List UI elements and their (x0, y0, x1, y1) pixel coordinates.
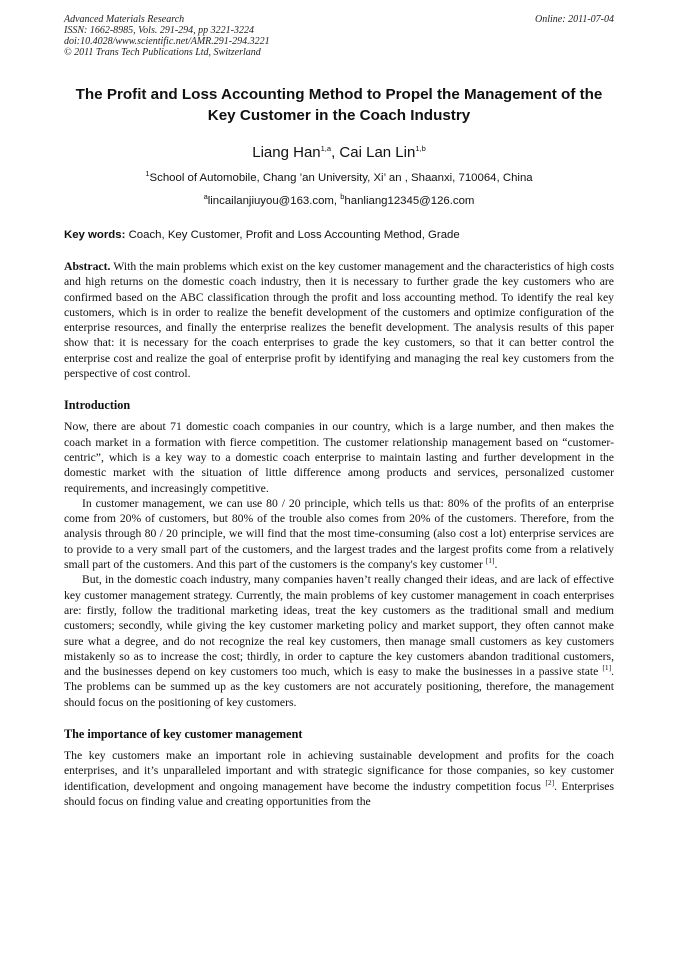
abstract-text: With the main problems which exist on the key customer management and the characteristics of high costs and high returns on the domestic coach industry, then it is necessary to further grade the key customers who are confirmed based on the ABC classification through the profit and loss accounting method. To identify the real key customers, which is in order to realize the benefit development of the customers and optimize configuration of the enterprise resources, and finally the enterprise realizes the benefit development. The analysis results of this paper show that: it is necessary for the coach enterprises to grade the key customers, so that it can better control the enterprise cost and realize the goal of enterprise profit by identifying and managing the real key customers from the perspective of cost control. (64, 260, 614, 381)
intro-p2-text: In customer management, we can use 80 / 20 principle, which tells us that: 80% of the profits of an enterprise come from 20% of customers, but 80% of the trouble also comes from 20% of the customers. Therefore, from the analysis through 80 / 20 principle, we will find that the most time-consuming (also cost a lot) enterprise services are to provide to a very small part of the customers, and the largest trades and the largest profits come from a relatively small part of the customers. And this part of the customers is the company's key customer (64, 496, 614, 572)
affiliation-sup: 1 (145, 169, 150, 179)
copyright-line: © 2011 Trans Tech Publications Ltd, Switzerland (64, 47, 261, 58)
author-2-sup: 1,b (415, 144, 426, 153)
citation: [1] (485, 556, 495, 566)
citation: [2] (545, 777, 555, 787)
importance-p1-text-a: The key customers make an important role in achieving sustainable development and profits for the coach enterprises, and it’s unparalleled important and with strategic significance for those companies, so key customer identification, development and ongoing management have become the industry competition focus (64, 749, 614, 793)
citation: [1] (602, 663, 612, 673)
email-line (64, 194, 614, 209)
affiliation-text: School of Automobile, Chang ’an University, Xi’ an , Shaanxi, 710064, China (149, 172, 533, 184)
importance-p1-text-b: . Enterprises should focus on finding value and creating opportunities from the (64, 779, 615, 808)
issn-line: ISSN: 1662-8985, Vols. 291-294, pp 3221-3224 (64, 25, 254, 36)
keywords (64, 228, 614, 243)
intro-paragraph-2 (64, 496, 614, 572)
importance-heading: The importance of key customer management (64, 727, 303, 742)
introduction-heading: Introduction (64, 398, 131, 413)
email-b-sup: b (340, 192, 345, 202)
journal-header (64, 14, 614, 58)
abstract (64, 259, 614, 381)
intro-p2-end: . (494, 558, 498, 572)
journal-name: Advanced Materials Research (64, 14, 185, 25)
author-2-name: Cai Lan Lin (339, 144, 416, 161)
intro-paragraph-1: Now, there are about 71 domestic coach companies in our country, which is a large number, and then makes the coach market in a formation with fierce competition. The customer relationship management based on “customer-centric”, which is a key way to a domestic coach enterprise to maintain lasting and further development in the domestic market with the situation of little difference among products and services, personalized customer requirements, and increasingly competitive. (64, 420, 614, 495)
keywords-text: Coach, Key Customer, Profit and Loss Accounting Method, Grade (125, 229, 460, 241)
importance-section (64, 748, 614, 809)
keywords-label: Key words: (64, 229, 126, 241)
author-separator: , (331, 144, 340, 161)
author-line (64, 143, 614, 163)
intro-p3-text-a: But, in the domestic coach industry, many companies haven’t really changed their ideas, and are lack of effective key customer management strategy. Currently, the main problems of key customer management in coach enterprises are: firstly, follow the traditional marketing ideas, treat the key customers as the traditional small and medium customers; secondly, while giving the key customer marketing policy and market support, they often cannot make sure what a degree, and do not recognize the real key customers, then manage small customers as key customers mistakenly so as to increase the cost; thirdly, in order to capture the key customers abandon traditional customers, and the businesses depend on key customers too much, which is easy to make the businesses in a passive state (64, 573, 614, 679)
doi-line: doi:10.4028/www.scientific.net/AMR.291-294.3221 (64, 36, 270, 47)
paper-title: The Profit and Loss Accounting Method to Propel the Management of the Key Customer in the Coach Industry (75, 86, 603, 124)
email-a: lincailanjiuyou@163.com, (207, 195, 341, 207)
intro-p3-text-b: . The problems can be summed up as the key customers are not accurately positioning, therefore, the management should focus on the positioning of key customers. (64, 665, 614, 709)
introduction-section (64, 419, 614, 710)
affiliation (64, 171, 614, 186)
author-1-sup: 1,a (320, 144, 332, 153)
author-1-name: Liang Han (252, 144, 321, 161)
email-b: hanliang12345@126.com (344, 195, 475, 207)
intro-paragraph-3 (64, 572, 614, 710)
online-date: Online: 2011-07-04 (535, 14, 614, 25)
email-a-sup: a (203, 192, 208, 202)
importance-paragraph-1 (64, 748, 614, 809)
abstract-label: Abstract. (64, 260, 111, 273)
